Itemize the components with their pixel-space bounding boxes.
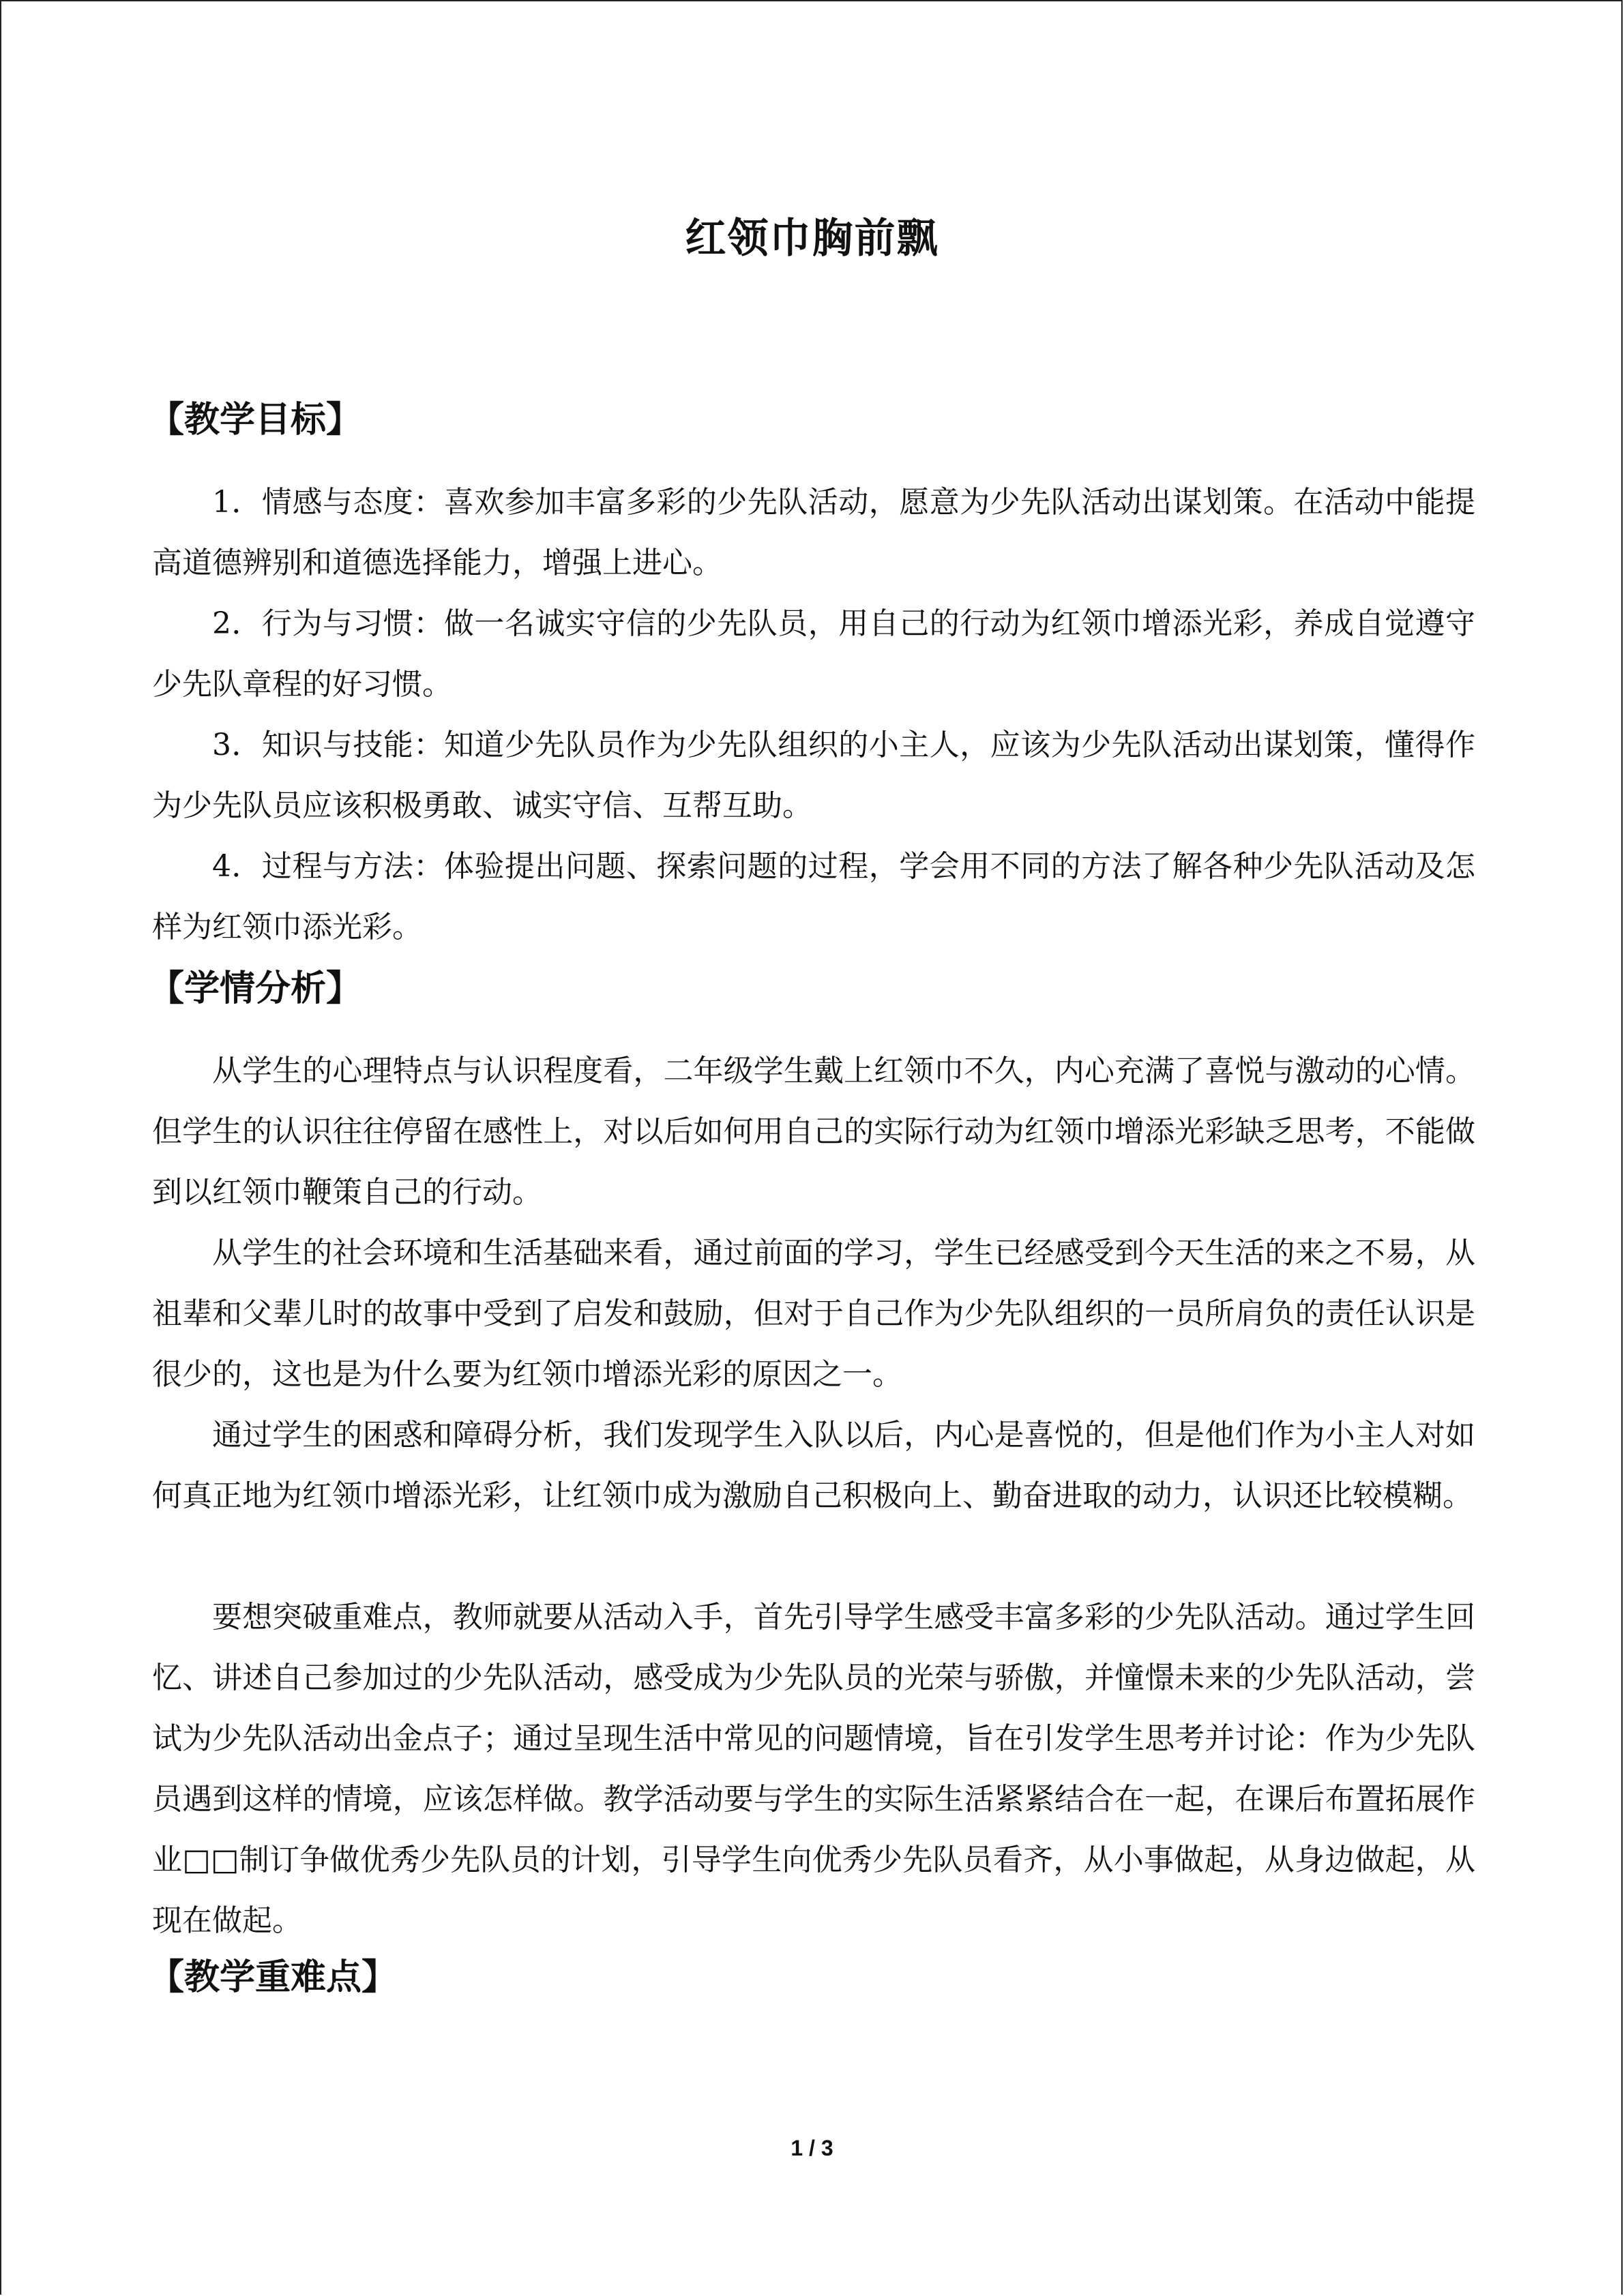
document-title: 红领巾胸前飘 (685, 215, 939, 263)
analysis-paragraph-4: 要想突破重难点，教师就要从活动入手，首先引导学生感受丰富多彩的少先队活动。通过学生回忆、讲述自己参加过的少先队活动，感受成为少先队员的光荣与骄傲，并憧憬未来的少先队活动，尝试为少先队活动出金点子；通过呈现生活中常见的问题情境，旨在引发学生思考并讨论：作为少先队员遇到这样的情境，应该怎样做。教学活动要与学生的实际生活紧紧结合在一起，在课后布置拓展作业□□制订争做优秀少先队员的计划，引导学生向优秀少先队员看齐，从小事做起，从身边做起，从现在做起。 (152, 1600, 1475, 1938)
goal-paragraph-4: 4．过程与方法：体验提出问题、探索问题的过程，学会用不同的方法了解各种少先队活动及怎样为红领巾添光彩。 (152, 849, 1475, 944)
analysis-paragraph-3: 通过学生的困惑和障碍分析，我们发现学生入队以后，内心是喜悦的，但是他们作为小主人对如何真正地为红领巾增添光彩，让红领巾成为激励自己积极向上、勤奋进取的动力，认识还比较模糊。 (152, 1418, 1475, 1513)
section-heading-key-difficulties: 【教学重难点】 (149, 1956, 398, 1998)
section-heading-learner-analysis: 【学情分析】 (149, 968, 362, 1009)
section-heading-teaching-goals: 【教学目标】 (149, 399, 362, 441)
goal-paragraph-2: 2．行为与习惯：做一名诚实守信的少先队员，用自己的行动为红领巾增添光彩，养成自觉遵守少先队章程的好习惯。 (152, 606, 1475, 702)
analysis-paragraph-2: 从学生的社会环境和生活基础来看，通过前面的学习，学生已经感受到今天生活的来之不易，从祖辈和父辈儿时的故事中受到了启发和鼓励，但对于自己作为少先队组织的一员所肩负的责任认识是很少的，这也是为什么要为红领巾增添光彩的原因之一。 (152, 1236, 1475, 1392)
page-number: 1 / 3 (791, 2136, 833, 2160)
goal-paragraph-3: 3．知识与技能：知道少先队员作为少先队组织的小主人，应该为少先队活动出谋划策，懂得作为少先队员应该积极勇敢、诚实守信、互帮互助。 (152, 728, 1475, 823)
analysis-paragraph-1: 从学生的心理特点与认识程度看，二年级学生戴上红领巾不久，内心充满了喜悦与激动的心情。但学生的认识往往停留在感性上，对以后如何用自己的实际行动为红领巾增添光彩缺乏思考，不能做到以红领巾鞭策自己的行动。 (152, 1054, 1475, 1210)
goal-paragraph-1: 1．情感与态度：喜欢参加丰富多彩的少先队活动，愿意为少先队活动出谋划策。在活动中能提高道德辨别和道德选择能力，增强上进心。 (152, 485, 1475, 580)
